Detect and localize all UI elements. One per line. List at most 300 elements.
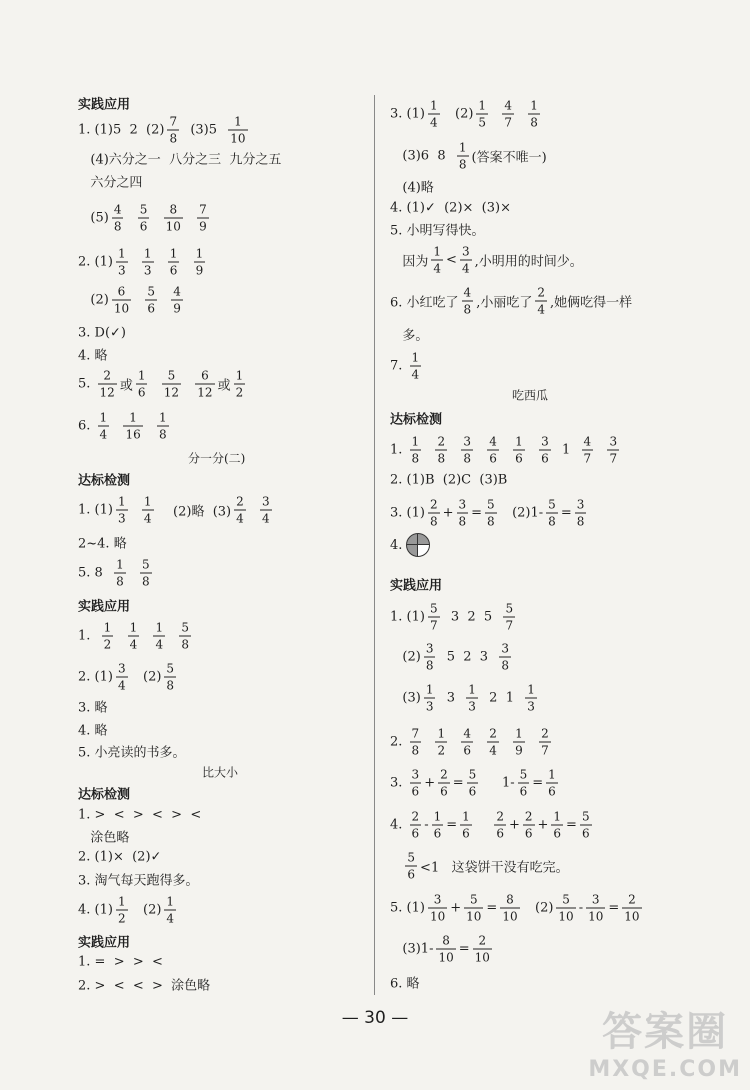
answer-text xyxy=(186,211,194,226)
fraction-numerator: 6 xyxy=(117,284,126,299)
fraction-numerator: 1 xyxy=(169,246,178,261)
answer-line xyxy=(78,345,108,364)
answer-text: = xyxy=(471,505,483,521)
answer-line xyxy=(78,559,155,588)
fraction xyxy=(436,935,455,964)
answer-text: 2 1 xyxy=(480,690,523,706)
answer-text xyxy=(390,859,402,874)
fraction-numerator: 5 xyxy=(505,601,514,616)
fraction-numerator: 1 xyxy=(530,98,538,113)
fraction-denominator: 10 xyxy=(558,909,574,924)
fraction-denominator: 12 xyxy=(197,385,213,400)
answer-text: + xyxy=(537,817,549,833)
answer-text: = xyxy=(486,900,498,916)
fraction-numerator: 5 xyxy=(141,557,150,572)
answer-line xyxy=(390,177,434,196)
fraction-numerator: 5 xyxy=(519,767,528,782)
fraction xyxy=(607,436,619,465)
answer-text xyxy=(160,293,168,308)
fraction xyxy=(405,852,417,881)
answer-text: (3)6 8 xyxy=(390,148,454,164)
fraction xyxy=(194,248,206,277)
answer-text: 1. xyxy=(78,628,99,644)
fraction-denominator: 3 xyxy=(468,699,476,714)
answer-line xyxy=(390,246,583,275)
fraction-numerator: 1 xyxy=(166,894,175,909)
answer-text: 3. (1) xyxy=(390,106,425,122)
fraction-denominator: 6 xyxy=(147,301,155,316)
fraction xyxy=(518,769,530,798)
fraction-denominator: 8 xyxy=(437,451,446,466)
fraction-numerator: 1 xyxy=(235,368,244,383)
fraction-numerator: 1 xyxy=(137,368,146,383)
fraction-denominator: 6 xyxy=(169,263,178,278)
fraction-denominator: 9 xyxy=(515,743,523,758)
fraction-numerator: 5 xyxy=(139,202,148,217)
fraction-denominator: 6 xyxy=(463,743,471,758)
answer-line xyxy=(390,436,622,465)
fraction xyxy=(502,100,514,129)
fraction-numerator: 4 xyxy=(504,98,512,113)
answer-text: 4. (1)✓ (2)× (3)× xyxy=(390,200,511,216)
fraction-numerator: 2 xyxy=(541,726,549,741)
answer-text: (2)1- xyxy=(499,505,544,521)
answer-line xyxy=(390,201,511,216)
answer-line xyxy=(390,325,428,344)
answer-text: 多。 xyxy=(390,328,429,344)
answer-text: 5 2 3 xyxy=(438,649,497,665)
fraction-numerator: 6 xyxy=(201,368,209,383)
fraction-numerator: 3 xyxy=(609,434,618,449)
fraction xyxy=(575,499,587,528)
fraction-denominator: 10 xyxy=(466,909,482,924)
fraction xyxy=(179,622,191,651)
fraction-denominator: 8 xyxy=(425,658,434,673)
answer-text xyxy=(491,107,499,122)
answer-text xyxy=(131,503,139,518)
answer-text xyxy=(184,377,192,392)
answer-text: (3) xyxy=(390,690,421,706)
fraction-numerator: 1 xyxy=(117,246,126,261)
section-heading: 实践应用 xyxy=(78,599,131,615)
fraction xyxy=(539,436,551,465)
answer-text: 或 xyxy=(217,378,231,394)
answer-line xyxy=(390,220,485,239)
answer-line xyxy=(78,248,208,277)
answer-line xyxy=(390,287,632,316)
fraction xyxy=(116,248,128,277)
subsection-title: 吃西瓜 xyxy=(512,388,549,403)
answer-text xyxy=(476,735,484,750)
answer-text xyxy=(517,107,525,122)
fraction-denominator: 6 xyxy=(548,784,556,799)
answer-text: 2. (1)× (2)✓ xyxy=(78,849,162,865)
fraction xyxy=(523,811,535,840)
fraction-numerator: 7 xyxy=(411,726,420,741)
answer-text: 1. (1) xyxy=(78,502,113,518)
fraction xyxy=(410,769,422,798)
fraction-denominator: 7 xyxy=(541,743,549,758)
fraction xyxy=(145,286,157,315)
answer-text: (答案不唯一) xyxy=(471,150,547,166)
fraction xyxy=(112,286,131,315)
fraction xyxy=(142,496,154,525)
fraction-numerator: 1 xyxy=(478,98,487,113)
fraction xyxy=(528,100,540,129)
fraction-numerator: 2 xyxy=(628,892,636,907)
fraction xyxy=(164,896,176,925)
fraction-numerator: 2 xyxy=(429,497,438,512)
fraction xyxy=(525,684,537,713)
fraction-numerator: 1 xyxy=(103,620,112,635)
fraction xyxy=(157,412,169,441)
column-divider xyxy=(374,95,375,995)
fraction-numerator: 8 xyxy=(169,202,178,217)
fraction xyxy=(410,436,422,465)
answer-text: + xyxy=(450,900,462,916)
fraction xyxy=(539,728,551,757)
fraction-denominator: 4 xyxy=(236,511,244,526)
answer-text: = xyxy=(452,775,464,791)
answer-text: 1- xyxy=(481,775,515,791)
fraction xyxy=(428,499,440,528)
fraction xyxy=(171,286,183,315)
fraction xyxy=(424,684,436,713)
answer-text: (2) xyxy=(442,106,474,122)
answer-line xyxy=(390,728,554,757)
fraction-denominator: 6 xyxy=(581,826,590,841)
fraction-numerator: 1 xyxy=(433,809,442,824)
answer-line xyxy=(390,935,495,964)
fraction-numerator: 5 xyxy=(166,661,175,676)
answer-text: 或 xyxy=(119,378,133,394)
fraction-numerator: 1 xyxy=(515,434,523,449)
answer-line xyxy=(78,955,163,970)
fraction-numerator: 3 xyxy=(461,244,470,259)
fraction-numerator: 1 xyxy=(411,434,420,449)
fraction xyxy=(435,728,447,757)
fraction-numerator: 5 xyxy=(407,850,416,865)
answer-line xyxy=(78,808,201,823)
section-heading: 达标检测 xyxy=(390,412,443,428)
fraction-denominator: 3 xyxy=(117,511,126,526)
fraction-numerator: 2 xyxy=(478,933,487,948)
fraction-denominator: 10 xyxy=(165,219,181,234)
answer-text xyxy=(134,293,142,308)
fraction xyxy=(116,496,128,525)
fraction-numerator: 4 xyxy=(463,726,471,741)
fraction-denominator: 10 xyxy=(588,909,604,924)
fraction-numerator: 1 xyxy=(234,114,242,129)
answer-text: 2. (1) xyxy=(78,254,113,270)
fraction xyxy=(546,769,558,798)
answer-text: 4. (1) xyxy=(78,902,113,918)
fraction-denominator: 5 xyxy=(478,115,487,130)
fraction-numerator: 1 xyxy=(195,246,204,261)
fraction-denominator: 10 xyxy=(438,950,454,965)
fraction-numerator: 5 xyxy=(469,892,478,907)
answer-text: 3 2 5 xyxy=(442,609,501,625)
fraction xyxy=(98,370,117,399)
answer-text: (2) xyxy=(130,902,162,918)
answer-line xyxy=(78,204,212,233)
fraction-denominator: 7 xyxy=(429,618,438,633)
answer-text: 7. xyxy=(390,358,407,374)
answer-text xyxy=(152,211,160,226)
answer-text: ,小明用的时间少。 xyxy=(474,254,583,270)
answer-text: 1. (1) xyxy=(390,609,425,625)
fraction-denominator: 6 xyxy=(433,826,442,841)
fraction xyxy=(410,728,422,757)
fraction-numerator: 4 xyxy=(583,434,592,449)
fraction xyxy=(546,499,558,528)
fraction-numerator: 5 xyxy=(548,497,556,512)
fraction-numerator: 2 xyxy=(489,726,497,741)
answer-line xyxy=(78,370,248,399)
fraction xyxy=(228,116,247,145)
fraction-numerator: 2 xyxy=(236,494,244,509)
answer-line xyxy=(78,827,129,846)
answer-line xyxy=(390,894,645,923)
fraction-numerator: 5 xyxy=(181,620,190,635)
fraction-denominator: 2 xyxy=(235,385,244,400)
fraction-denominator: 7 xyxy=(504,115,512,130)
fraction-denominator: 8 xyxy=(411,451,420,466)
fraction xyxy=(431,246,443,275)
fraction xyxy=(195,370,214,399)
answer-line xyxy=(78,116,251,145)
answer-line xyxy=(78,870,199,889)
answer-text: = xyxy=(566,817,577,833)
fraction-numerator: 2 xyxy=(437,434,446,449)
fraction-numerator: 5 xyxy=(581,809,590,824)
answer-text xyxy=(168,629,176,644)
fraction-denominator: 3 xyxy=(425,699,434,714)
fraction-numerator: 8 xyxy=(442,933,450,948)
fraction-denominator: 8 xyxy=(501,658,509,673)
fraction-numerator: 7 xyxy=(169,114,178,129)
fraction-denominator: 7 xyxy=(609,451,618,466)
fraction-numerator: 3 xyxy=(591,892,600,907)
answer-text: (3)5 xyxy=(182,122,226,138)
fraction-numerator: 1 xyxy=(433,244,442,259)
answer-text: 涂色略 xyxy=(78,830,130,846)
answer-line xyxy=(78,697,108,716)
fraction-denominator: 6 xyxy=(411,826,420,841)
fraction-numerator: 1 xyxy=(143,246,152,261)
answer-text xyxy=(126,211,134,226)
answer-text: 2. > < < > 涂色略 xyxy=(78,978,211,994)
answer-text: 6. 略 xyxy=(390,976,420,992)
answer-text: + xyxy=(424,775,436,791)
answer-line xyxy=(78,896,179,925)
subsection-title: 分一分(二) xyxy=(188,451,246,466)
fraction-denominator: 8 xyxy=(458,514,467,529)
fraction-denominator: 6 xyxy=(407,867,416,882)
answer-line xyxy=(78,663,179,692)
answer-text xyxy=(182,255,190,270)
fraction xyxy=(535,287,547,316)
answer-text xyxy=(146,419,154,434)
fraction xyxy=(494,811,506,840)
fraction xyxy=(461,728,473,757)
fraction-denominator: 8 xyxy=(463,302,472,317)
fraction xyxy=(462,287,474,316)
answer-text: (2) xyxy=(522,900,554,916)
answer-text: (2) xyxy=(78,292,109,308)
fraction-numerator: 1 xyxy=(143,494,152,509)
answer-line xyxy=(390,142,547,171)
answer-line xyxy=(390,811,595,840)
fraction-denominator: 6 xyxy=(411,784,420,799)
fraction-numerator: 1 xyxy=(117,494,126,509)
fraction xyxy=(164,663,176,692)
fraction-denominator: 4 xyxy=(155,637,164,652)
fraction xyxy=(466,684,478,713)
fraction xyxy=(582,436,594,465)
fraction xyxy=(428,603,440,632)
fraction-numerator: 4 xyxy=(489,434,497,449)
fraction-numerator: 3 xyxy=(501,641,509,656)
fraction-numerator: 5 xyxy=(429,601,438,616)
answer-text: 1. xyxy=(390,442,407,458)
fraction-numerator: 1 xyxy=(129,620,138,635)
fraction-denominator: 16 xyxy=(125,427,141,442)
fraction-numerator: 3 xyxy=(262,494,270,509)
fraction xyxy=(234,496,246,525)
answer-line xyxy=(390,100,543,129)
fraction xyxy=(410,352,422,381)
fraction-denominator: 8 xyxy=(169,131,178,146)
fraction-numerator: 1 xyxy=(515,726,523,741)
fraction-denominator: 2 xyxy=(437,743,446,758)
fraction-denominator: 4 xyxy=(166,911,175,926)
fraction xyxy=(487,436,499,465)
fraction-numerator: 1 xyxy=(117,894,126,909)
fraction xyxy=(461,436,473,465)
fraction xyxy=(116,663,128,692)
fraction xyxy=(464,894,483,923)
answer-line xyxy=(390,603,518,632)
answer-text: 因为 xyxy=(390,254,429,270)
answer-text: 4. 略 xyxy=(78,348,108,364)
answer-text xyxy=(249,503,257,518)
fraction-denominator: 8 xyxy=(116,574,124,589)
fraction xyxy=(428,894,447,923)
fraction-numerator: 1 xyxy=(155,620,164,635)
fraction-numerator: 3 xyxy=(463,434,471,449)
answer-line xyxy=(78,533,127,552)
section-heading: 实践应用 xyxy=(78,97,131,113)
answer-line xyxy=(78,326,126,341)
answer-line xyxy=(78,412,172,441)
fraction-denominator: 6 xyxy=(137,385,146,400)
answer-text: + xyxy=(508,817,520,833)
answer-text: + xyxy=(442,505,454,521)
subsection-title: 比大小 xyxy=(202,765,239,780)
answer-text: 5. 8 xyxy=(78,565,112,581)
answer-text: 2. (1)B (2)C (3)B xyxy=(390,472,508,488)
fraction-numerator: 5 xyxy=(562,892,570,907)
fraction-numerator: 1 xyxy=(468,682,476,697)
answer-text xyxy=(475,818,492,833)
fraction xyxy=(556,894,575,923)
fraction xyxy=(513,728,525,757)
fraction-denominator: 8 xyxy=(576,514,585,529)
answer-text: 1. > < > < > < xyxy=(78,807,202,823)
fraction-denominator: 6 xyxy=(496,826,504,841)
fraction-denominator: 7 xyxy=(583,451,592,466)
fraction xyxy=(435,436,447,465)
answer-line xyxy=(78,149,281,168)
fraction xyxy=(98,412,110,441)
fraction-denominator: 8 xyxy=(548,514,556,529)
answer-text: 1. = > > < xyxy=(78,954,163,970)
answer-text: 3 xyxy=(438,690,464,706)
fraction-denominator: 6 xyxy=(139,219,148,234)
answer-text xyxy=(528,735,536,750)
answer-text xyxy=(424,443,432,458)
fraction xyxy=(112,204,124,233)
answer-text: - xyxy=(578,900,584,916)
fraction-numerator: 1 xyxy=(99,410,108,425)
answer-text: 3. 淘气每天跑得多。 xyxy=(78,873,199,889)
fraction-denominator: 3 xyxy=(143,263,152,278)
fraction-denominator: 7 xyxy=(505,618,514,633)
fraction xyxy=(260,496,272,525)
answer-text: = xyxy=(532,775,544,791)
answer-line xyxy=(390,533,430,557)
answer-text: <1 这袋饼干没有吃完。 xyxy=(420,860,569,876)
fraction-denominator: 4 xyxy=(489,743,497,758)
page-number: — 30 — xyxy=(341,1008,409,1028)
answer-text: 1. (1)5 2 (2) xyxy=(78,122,165,138)
fraction-numerator: 5 xyxy=(468,767,477,782)
fraction-denominator: 4 xyxy=(129,637,138,652)
fraction-numerator: 1 xyxy=(411,350,420,365)
answer-text: 6. 小红吃了 xyxy=(390,295,459,311)
fraction-numerator: 3 xyxy=(458,497,467,512)
fraction xyxy=(168,248,180,277)
fraction-denominator: 10 xyxy=(113,301,130,316)
answer-line xyxy=(390,852,569,881)
answer-text: 3. D(✓) xyxy=(78,325,126,341)
fraction xyxy=(460,811,472,840)
fraction xyxy=(424,643,436,672)
answer-text: (4)略 xyxy=(390,180,434,196)
fraction xyxy=(123,412,142,441)
fraction-denominator: 4 xyxy=(429,115,438,130)
fraction xyxy=(457,142,469,171)
fraction-numerator: 2 xyxy=(524,809,533,824)
fraction-numerator: 1 xyxy=(425,682,434,697)
fraction-numerator: 3 xyxy=(425,641,434,656)
answer-text: (2) xyxy=(390,649,421,665)
watermark-logo: 答案圈 MXQE.COM xyxy=(588,1009,742,1082)
fraction xyxy=(580,811,592,840)
answer-text: (5) xyxy=(78,210,109,226)
answer-text xyxy=(450,443,458,458)
answer-line xyxy=(78,975,210,994)
fraction-denominator: 6 xyxy=(468,784,477,799)
answer-text xyxy=(129,566,137,581)
answer-line xyxy=(390,684,540,713)
fraction xyxy=(140,559,152,588)
fraction-numerator: 1 xyxy=(458,140,467,155)
fraction-numerator: 3 xyxy=(117,661,126,676)
fraction xyxy=(138,204,150,233)
answer-line xyxy=(78,720,108,739)
